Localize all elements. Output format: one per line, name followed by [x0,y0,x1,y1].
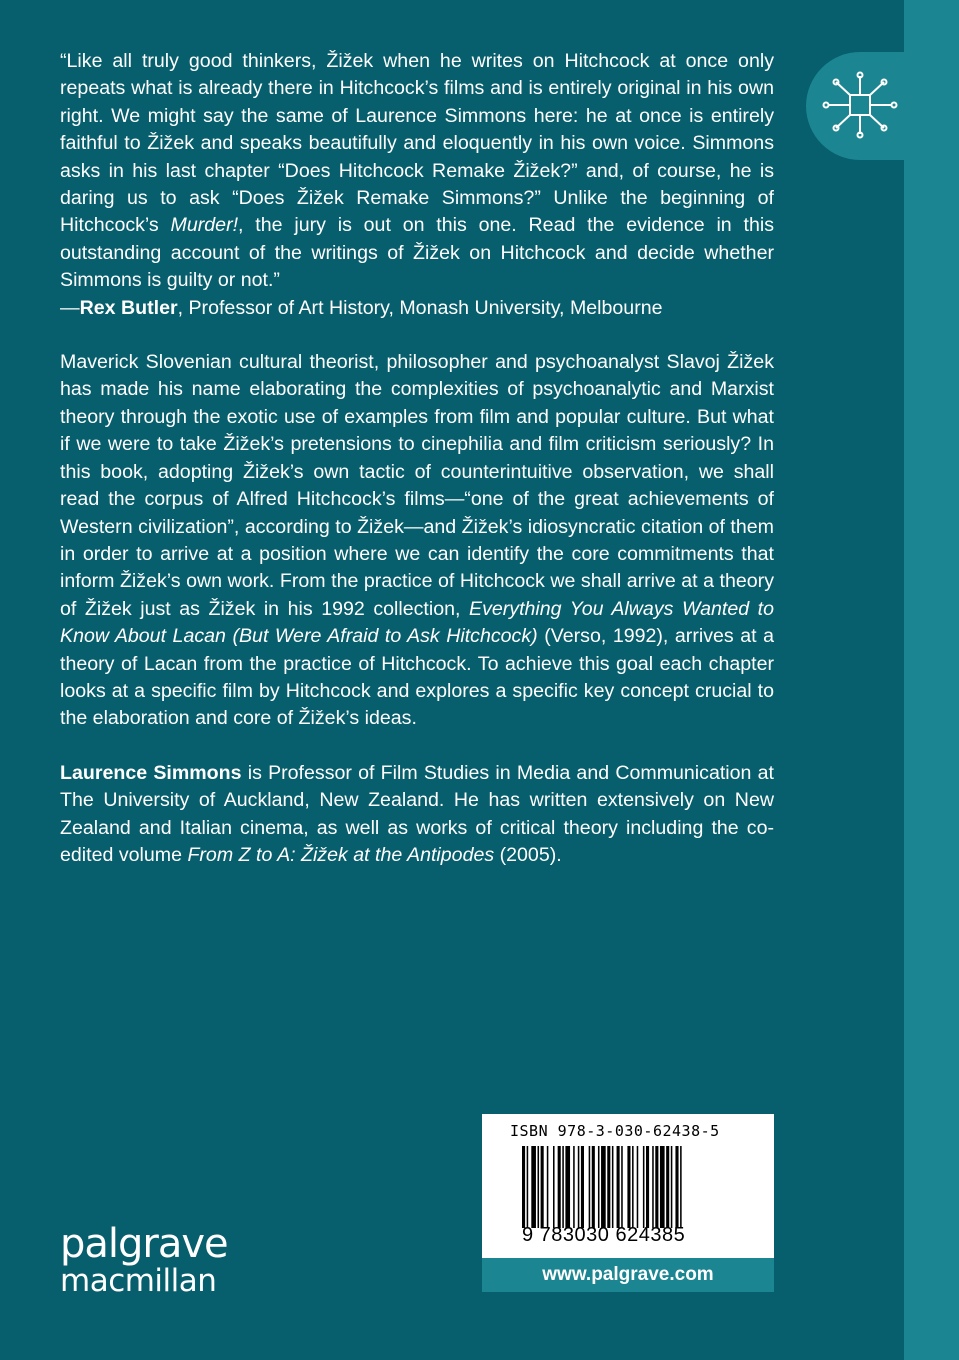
barcode-bar [655,1146,658,1228]
barcode-bar [553,1146,555,1228]
blurb-text: Maverick Slovenian cultural theorist, philosopher and psychoanalyst Slavoj Žižek has made his name elaborating the complexities of psychoanalytic and Marxist theory through the exotic use of examples from film and popular culture. But what if we were to take Žižek’s pretensions to cinephilia and film criticism seriously? In this book, adopting Žižek’s own tactic of counterintuitive observation, we shall read the corpus of Alfred Hitchcock’s films—“one of the great achievements of Western civilization”, according to Žižek—and Žižek’s idiosyncratic citation of them in order to arrive at a position where we can identify the core commitments that inform Žižek’s own work. From the practice of Hitchcock we shall arrive at a theory of Žižek just as Žižek in his 1992 collection, [60,351,774,620]
barcode-bar [617,1146,620,1228]
review-quote [60,48,774,295]
back-cover-text [60,48,774,869]
barcode-bars [522,1146,734,1228]
author-bio [60,760,774,870]
barcode-bar [565,1146,570,1228]
barcode-bar [547,1146,549,1228]
barcode-bar [598,1146,600,1228]
attribution-dash: — [60,296,80,319]
barcode-box [482,1114,774,1258]
bio-text-end: (2005). [494,843,562,866]
barcode-bar [621,1146,623,1228]
barcode-bar [592,1146,595,1228]
barcode-bar [643,1146,645,1228]
review-text-end: , the jury is out on this one. Read the evidence in this outstanding account of the writings of Žižek on Hitchcock and decide whether Simmons is guilty or not.” [60,214,774,292]
review-text: “Like all truly good thinkers, Žižek when he writes on Hitchcock at once only repeats what is already there in Hitchcock’s films and is entirely original in his own right. We might say the same of Laurence Simmons here: he at once is entirely faithful to Žižek and speaks beautifully and eloquently in his own voice. Simmons asks in his last chapter “Does Hitchcock Remake Žižek?” and, of course, he is daring us to ask “Does Žižek Remake Simmons?” Unlike the beginning of Hitchcock’s [60,50,774,237]
publisher-logo [60,1221,228,1299]
author-name: Laurence Simmons [60,761,242,784]
barcode-bar [558,1146,561,1228]
barcode-bar [666,1146,669,1228]
network-node-icon [820,70,900,140]
bio-text: is Professor of Film Studies in Media and Communication at The University of Auckland, New Zealand. He has written extensively on New Zealand and Italian cinema, as well as works of critical theory including the co-edited volume [60,761,774,866]
review-italic-title: Murder! [170,214,239,237]
barcode-bar [675,1146,678,1228]
blurb-italic-title: Everything You Always Wanted to Know About Lacan (But Were Afraid to Ask Hitchcock) [60,597,774,648]
barcode-bar [671,1146,673,1228]
blurb-text-end: (Verso, 1992), arrives at a theory of Lacan from the practice of Hitchcock. To achieve this goal each chapter looks at a specific film by Hitchcock and explores a specific key concept crucial to the elaboration and core of Žižek’s ideas. [60,625,774,730]
series-badge [806,52,926,160]
barcode-bar [541,1146,544,1228]
barcode-bar [581,1146,584,1228]
barcode-bar [612,1146,614,1228]
barcode-bar [646,1146,649,1228]
barcode-bar [538,1146,540,1228]
barcode-bar [531,1146,536,1228]
barcode-bar [589,1146,591,1228]
review-affiliation: , Professor of Art History, Monash University, Melbourne [177,296,663,319]
barcode-bar [660,1146,665,1228]
barcode-bar [522,1146,525,1228]
logo-line-1: palgrave [60,1221,228,1267]
barcode-bar [637,1146,639,1228]
logo-line-2: macmillan [60,1263,217,1299]
barcode-bar [632,1146,634,1228]
publisher-url[interactable]: www.palgrave.com [482,1258,774,1292]
barcode-bar [527,1146,529,1228]
barcode-bar [680,1146,682,1228]
barcode-digits: 9 783030 624385 [522,1224,686,1246]
barcode-bar [652,1146,654,1228]
bio-italic-title: From Z to A: Žižek at the Antipodes [187,843,495,866]
review-author: Rex Butler [79,296,178,319]
barcode-bar [627,1146,630,1228]
spine-strip [904,0,959,1360]
review-attribution [60,295,774,322]
barcode-bar [573,1146,575,1228]
barcode-bar [601,1146,606,1228]
book-blurb [60,349,774,733]
barcode-bar [607,1146,610,1228]
barcode-bar [562,1146,564,1228]
barcode-bar [578,1146,580,1228]
isbn-label: ISBN 978-3-030-62438-5 [510,1122,720,1140]
